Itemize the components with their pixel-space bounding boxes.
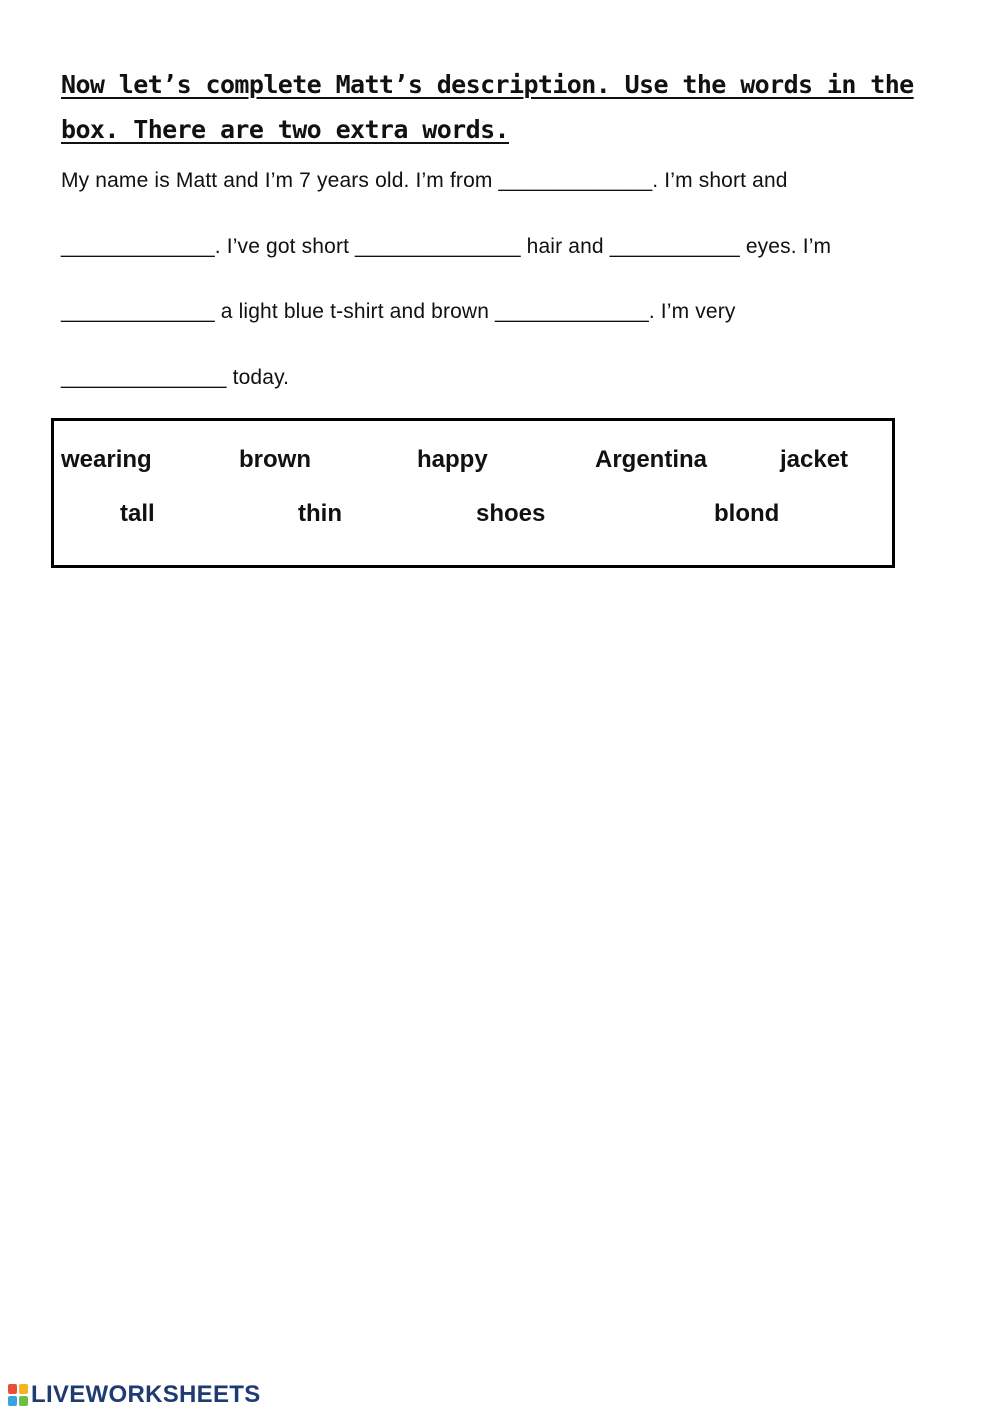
liveworksheets-logo-icon: [8, 1384, 28, 1406]
story-line-1: My name is Matt and I’m 7 years old. I’m from _____________. I’m short and: [61, 169, 788, 192]
word-jacket: jacket: [780, 446, 849, 473]
story-line-2: _____________. I’ve got short ______________ hair and ___________ eyes. I’m: [61, 235, 832, 258]
logo-square-green: [19, 1396, 28, 1406]
word-thin: thin: [298, 500, 342, 527]
liveworksheets-brand: LIVEWORKSHEETS: [31, 1381, 261, 1408]
word-argentina: Argentina: [595, 446, 708, 473]
word-brown: brown: [239, 446, 311, 473]
exercise-instruction: Now let’s complete Matt’s description. Use the words in the box. There are two extra words.: [61, 70, 914, 144]
logo-square-red: [8, 1384, 17, 1394]
word-happy: happy: [417, 446, 488, 473]
logo-square-yellow: [19, 1384, 28, 1394]
story-line-3: _____________ a light blue t-shirt and brown _____________. I’m very: [61, 300, 736, 323]
story-line-4: ______________ today.: [61, 366, 290, 389]
word-tall: tall: [120, 500, 155, 527]
word-box: [51, 418, 895, 568]
liveworksheets-footer: [8, 1381, 261, 1409]
word-wearing: wearing: [61, 446, 152, 473]
logo-square-blue: [8, 1396, 17, 1406]
word-blond: blond: [714, 500, 780, 527]
word-shoes: shoes: [476, 500, 546, 527]
